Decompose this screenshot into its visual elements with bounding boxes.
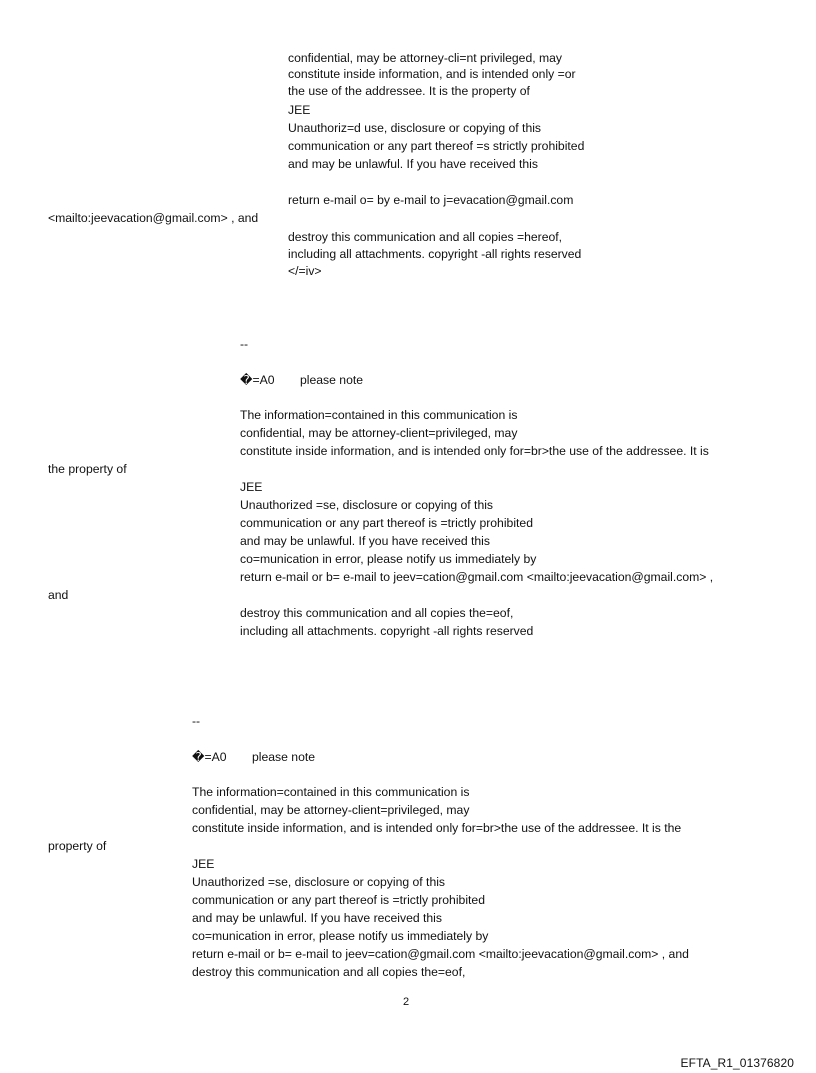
page-number: 2 bbox=[403, 996, 410, 1008]
note-heading: please note bbox=[300, 373, 364, 387]
text-line: constitute inside information, and is intended only for=br>the use of the addressee. It is bbox=[240, 444, 709, 458]
text-line: communication or any part thereof =s strictly prohibited bbox=[288, 139, 585, 153]
text-line: JEE bbox=[288, 103, 311, 117]
text-line: destroy this communication and all copies =hereof, bbox=[288, 230, 563, 244]
text-line: return e-mail or b= e-mail to jeev=cation@gmail.com <mailto:jeevacation@gmail.com> , bbox=[240, 570, 714, 584]
text-line: return e-mail or b= e-mail to jeev=cation@gmail.com <mailto:jeevacation@gmail.com> , and bbox=[192, 947, 689, 961]
text-line: JEE bbox=[240, 480, 263, 494]
text-line: property of bbox=[48, 839, 107, 853]
text-line: Unauthorized =se, disclosure or copying of this bbox=[240, 498, 494, 512]
text-line: Unauthoriz=d use, disclosure or copying of this bbox=[288, 121, 542, 135]
text-line: including all attachments. copyright -all rights reserved bbox=[288, 247, 582, 261]
text-line: destroy this communication and all copies the=eof, bbox=[192, 965, 466, 979]
text-line: confidential, may be attorney-client=privileged, may bbox=[192, 803, 470, 817]
text-line: </=iv> bbox=[288, 264, 322, 278]
text-line: confidential, may be attorney-cli=nt privileged, may bbox=[288, 51, 563, 65]
text-line: and bbox=[48, 588, 69, 602]
text-line: and may be unlawful. If you have received this bbox=[240, 534, 490, 548]
text-line: co=munication in error, please notify us immediately by bbox=[192, 929, 489, 943]
text-line: confidential, may be attorney-client=privileged, may bbox=[240, 426, 518, 440]
text-line: Unauthorized =se, disclosure or copying of this bbox=[192, 875, 446, 889]
text-line: including all attachments. copyright -all rights reserved bbox=[240, 624, 534, 638]
text-line: The information=contained in this communication is bbox=[192, 785, 470, 799]
text-line: The information=contained in this communication is bbox=[240, 408, 518, 422]
text-line: communication or any part thereof is =trictly prohibited bbox=[240, 516, 533, 530]
text-line: the property of bbox=[48, 462, 127, 476]
text-line: return e-mail o= by e-mail to j=evacation@gmail.com bbox=[288, 193, 574, 207]
text-line: JEE bbox=[192, 857, 215, 871]
text-line: constitute inside information, and is intended only for=br>the use of the addressee. It is the bbox=[192, 821, 682, 835]
text-line: and may be unlawful. If you have received this bbox=[192, 911, 442, 925]
text-line: and may be unlawful. If you have received this bbox=[288, 157, 538, 171]
text-line: constitute inside information, and is intended only =or bbox=[288, 67, 576, 81]
note-heading: please note bbox=[252, 750, 316, 764]
nbsp-marker: �=A0 bbox=[192, 750, 227, 764]
text-line: co=munication in error, please notify us immediately by bbox=[240, 552, 537, 566]
text-line: destroy this communication and all copies the=eof, bbox=[240, 606, 514, 620]
text-line: <mailto:jeevacation@gmail.com> , and bbox=[48, 211, 259, 225]
nbsp-marker: �=A0 bbox=[240, 373, 275, 387]
document-id: EFTA_R1_01376820 bbox=[680, 1056, 794, 1070]
text-line: communication or any part thereof is =trictly prohibited bbox=[192, 893, 485, 907]
separator: -- bbox=[192, 714, 201, 728]
separator: -- bbox=[240, 337, 249, 351]
text-line: the use of the addressee. It is the property of bbox=[288, 84, 530, 98]
